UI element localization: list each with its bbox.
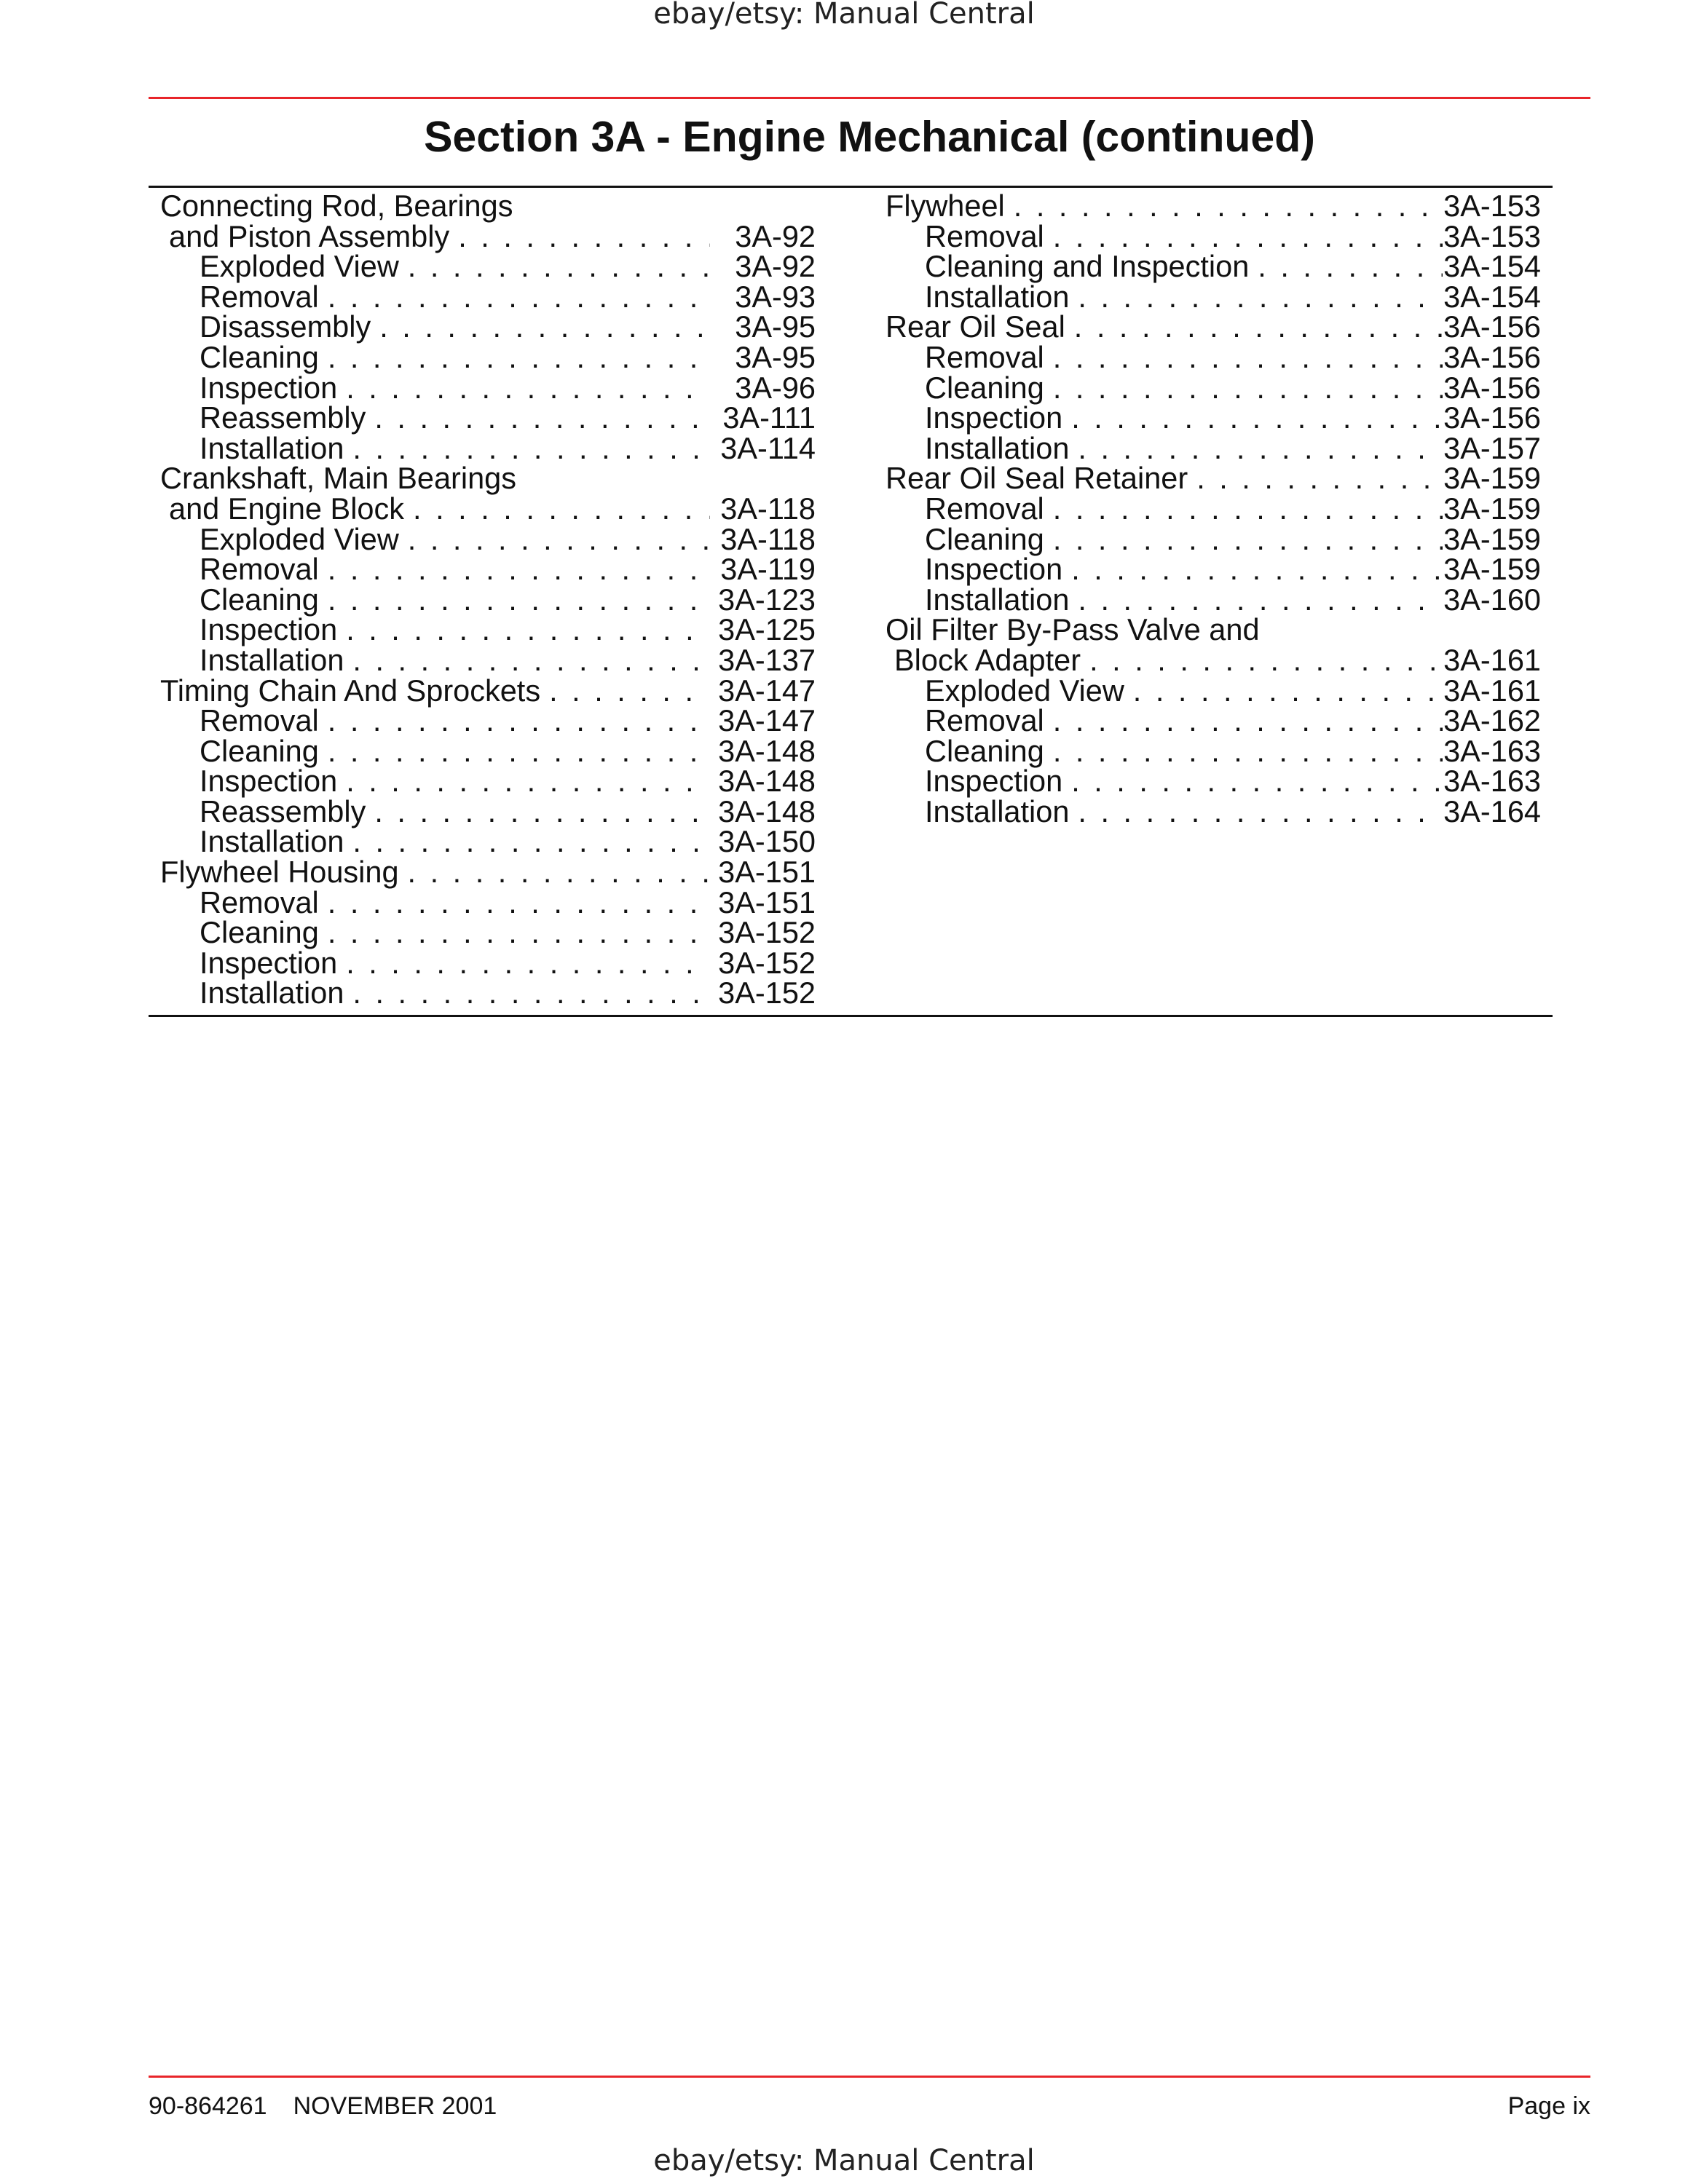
toc-entry[interactable] — [886, 251, 1541, 282]
toc-entry-title: Timing Chain And Sprockets — [160, 673, 541, 708]
toc-entry-title: Inspection — [200, 945, 338, 980]
toc-entry-page: 3A-95 — [735, 339, 816, 374]
toc-dot-leader — [1069, 796, 1443, 827]
toc-dot-leader — [1044, 494, 1443, 524]
toc-dot-leader — [1069, 282, 1443, 312]
toc-entry-page: 3A-156 — [1443, 309, 1541, 344]
toc-entry[interactable] — [160, 491, 816, 526]
toc-entry-page: 3A-92 — [735, 218, 816, 253]
toc-entry-page: 3A-148 — [718, 764, 816, 799]
toc-entry-title: Cleaning — [200, 915, 319, 950]
toc-dot-leader — [1062, 554, 1443, 585]
toc-entry-page: 3A-125 — [718, 612, 816, 647]
toc-entry[interactable] — [160, 370, 816, 405]
toc-entry-title: Removal — [200, 279, 319, 314]
toc-entry[interactable] — [886, 430, 1541, 465]
watermark-top: ebay/etsy: Manual Central — [653, 0, 1035, 31]
toc-entry-title: Flywheel Housing — [160, 855, 399, 890]
toc-entry[interactable] — [886, 491, 1541, 526]
toc-entry-title: Inspection — [925, 552, 1063, 587]
toc-entry[interactable] — [160, 400, 816, 435]
toc-entry[interactable] — [886, 582, 1541, 617]
toc-entry-page: 3A-159 — [1443, 521, 1541, 556]
toc-entry-title: Removal — [925, 703, 1044, 738]
toc-entry[interactable] — [160, 463, 816, 494]
toc-entry[interactable] — [160, 430, 816, 465]
toc-entry[interactable] — [886, 642, 1541, 677]
toc-entry-page: 3A-159 — [1443, 491, 1541, 526]
toc-entry-title: Installation — [200, 824, 344, 859]
toc-entry-page: 3A-159 — [1443, 461, 1541, 496]
toc-entry[interactable] — [160, 251, 816, 282]
toc-entry-page: 3A-160 — [1443, 582, 1541, 617]
toc-dot-leader — [319, 282, 710, 312]
toc-dot-leader — [344, 433, 710, 464]
toc-dot-leader — [337, 614, 710, 645]
toc-entry-page: 3A-137 — [718, 642, 816, 677]
toc-entry[interactable] — [160, 673, 816, 708]
toc-entry-title: Rear Oil Seal — [886, 309, 1065, 344]
toc-entry[interactable] — [886, 339, 1541, 374]
toc-entry-page: 3A-111 — [722, 400, 816, 435]
toc-entry-title: Exploded View — [200, 521, 399, 556]
toc-entry[interactable] — [886, 733, 1541, 768]
toc-entry[interactable] — [160, 705, 816, 736]
toc-entry-title: Installation — [200, 430, 344, 465]
toc-dot-leader — [404, 494, 710, 524]
toc-entry-title: Inspection — [200, 370, 338, 405]
toc-entry-page: 3A-159 — [1443, 552, 1541, 587]
toc-entry[interactable] — [160, 764, 816, 799]
toc-entry[interactable] — [886, 463, 1541, 494]
toc-entry[interactable] — [160, 339, 816, 374]
toc-entry-title: and Piston Assembly — [169, 218, 450, 253]
toc-entry-title: Inspection — [200, 764, 338, 799]
toc-entry-page: 3A-152 — [718, 976, 816, 1010]
toc-entry-title: Reassembly — [200, 794, 366, 828]
toc-dot-leader — [449, 221, 710, 252]
toc-entry-title: Inspection — [925, 400, 1063, 435]
section-title: Section 3A - Engine Mechanical (continued) — [424, 113, 1315, 161]
toc-entry-title: Cleaning — [200, 582, 319, 617]
toc-entry-title: Installation — [200, 642, 344, 677]
toc-entry-page: 3A-164 — [1443, 794, 1541, 828]
toc-dot-leader — [1081, 645, 1443, 676]
toc-right-column — [886, 191, 1541, 826]
toc-entry-page: 3A-118 — [720, 521, 816, 556]
toc-dot-leader — [344, 978, 710, 1008]
toc-entry[interactable] — [886, 191, 1541, 221]
toc-entry-title: Block Adapter — [894, 642, 1081, 677]
footer-date: NOVEMBER 2001 — [293, 2092, 497, 2120]
toc-entry-title: Cleaning — [925, 733, 1044, 768]
toc-entry-page: 3A-161 — [1443, 673, 1541, 708]
toc-entry[interactable] — [886, 673, 1541, 708]
toc-dot-leader — [319, 736, 710, 767]
toc-dot-leader — [337, 948, 710, 978]
toc-dot-leader — [319, 342, 710, 373]
toc-entry-title: Oil Filter By-Pass Valve and — [886, 612, 1260, 647]
toc-entry-title: Rear Oil Seal Retainer — [886, 461, 1188, 496]
toc-entry[interactable] — [886, 614, 1541, 645]
toc-dot-leader — [319, 705, 710, 736]
toc-dot-leader — [1044, 373, 1443, 403]
toc-entry-title: Disassembly — [200, 309, 371, 344]
toc-entry-page: 3A-95 — [735, 309, 816, 344]
toc-dot-leader — [1065, 312, 1443, 342]
toc-entry-page: 3A-156 — [1443, 400, 1541, 435]
toc-entry-page: 3A-161 — [1443, 642, 1541, 677]
toc-entry[interactable] — [160, 554, 816, 585]
toc-entry[interactable] — [160, 279, 816, 314]
toc-entry-title: Cleaning — [925, 370, 1044, 405]
toc-entry-page: 3A-93 — [735, 279, 816, 314]
toc-dot-leader — [1188, 463, 1443, 494]
toc-entry-page: 3A-153 — [1443, 218, 1541, 253]
toc-entry-page: 3A-163 — [1443, 764, 1541, 799]
watermark-bottom: ebay/etsy: Manual Central — [653, 2144, 1035, 2177]
toc-entry-title: Exploded View — [925, 673, 1124, 708]
toc-entry-page: 3A-151 — [718, 855, 816, 890]
toc-entry-page: 3A-154 — [1443, 249, 1541, 284]
toc-entry-page: 3A-119 — [720, 552, 816, 587]
toc-bottom-rule — [149, 1015, 1553, 1017]
toc-dot-leader — [319, 585, 710, 615]
toc-dot-leader — [337, 373, 710, 403]
toc-entry[interactable] — [160, 733, 816, 768]
toc-entry-title: Inspection — [925, 764, 1063, 799]
toc-entry[interactable] — [160, 309, 816, 344]
toc-entry-page: 3A-157 — [1443, 430, 1541, 465]
toc-entry[interactable] — [886, 279, 1541, 314]
toc-dot-leader — [1249, 251, 1443, 282]
toc-entry-page: 3A-118 — [720, 491, 816, 526]
toc-entry-page: 3A-162 — [1443, 703, 1541, 738]
toc-entry-title: Installation — [925, 582, 1070, 617]
toc-top-rule — [149, 186, 1553, 188]
toc-entry[interactable] — [160, 642, 816, 677]
toc-entry-page: 3A-114 — [720, 430, 816, 465]
toc-entry-title: Removal — [925, 491, 1044, 526]
toc-dot-leader — [1044, 736, 1443, 767]
toc-dot-leader — [399, 251, 710, 282]
toc-entry-title: Inspection — [200, 612, 338, 647]
toc-entry-title: Crankshaft, Main Bearings — [160, 461, 517, 496]
toc-entry[interactable] — [160, 521, 816, 556]
toc-entry[interactable] — [160, 582, 816, 617]
toc-entry[interactable] — [886, 370, 1541, 405]
toc-dot-leader — [366, 796, 710, 827]
toc-dot-leader — [1069, 433, 1443, 464]
toc-dot-leader — [319, 917, 710, 948]
footer-page-label: Page ix — [1507, 2092, 1590, 2120]
toc-entry-page: 3A-92 — [735, 249, 816, 284]
toc-entry-title: Cleaning — [200, 339, 319, 374]
toc-entry-title: Flywheel — [886, 189, 1005, 223]
toc-dot-leader — [1044, 705, 1443, 736]
toc-entry-title: Installation — [925, 430, 1070, 465]
toc-entry-title: Removal — [925, 339, 1044, 374]
toc-dot-leader — [1044, 342, 1443, 373]
toc-entry-page: 3A-147 — [718, 673, 816, 708]
toc-entry[interactable] — [160, 796, 816, 827]
toc-entry-page: 3A-152 — [718, 915, 816, 950]
toc-entry[interactable] — [160, 191, 816, 221]
toc-dot-leader — [344, 826, 710, 857]
toc-entry-title: Installation — [200, 976, 344, 1010]
toc-entry-page: 3A-156 — [1443, 370, 1541, 405]
footer-part-number: 90-864261 — [149, 2092, 267, 2120]
toc-dot-leader — [319, 887, 710, 918]
footer-red-rule — [149, 2076, 1590, 2078]
toc-entry-page: 3A-147 — [718, 703, 816, 738]
toc-entry[interactable] — [160, 826, 816, 857]
toc-dot-leader — [1044, 221, 1443, 252]
toc-dot-leader — [337, 766, 710, 796]
footer-left — [149, 2092, 497, 2121]
toc-dot-leader — [344, 645, 710, 676]
toc-entry[interactable] — [160, 945, 816, 980]
toc-entry[interactable] — [160, 855, 816, 890]
toc-dot-leader — [319, 554, 710, 585]
toc-entry[interactable] — [160, 614, 816, 645]
toc-entry-title: Connecting Rod, Bearings — [160, 189, 513, 223]
toc-dot-leader — [1069, 585, 1443, 615]
toc-left-column — [160, 191, 816, 1008]
toc-dot-leader — [399, 524, 710, 555]
toc-dot-leader — [1124, 676, 1443, 706]
toc-entry-title: Cleaning and Inspection — [925, 249, 1250, 284]
toc-entry-page: 3A-156 — [1443, 339, 1541, 374]
toc-entry[interactable] — [886, 796, 1541, 827]
toc-entry[interactable] — [160, 887, 816, 918]
toc-dot-leader — [1062, 766, 1443, 796]
toc-entry-title: and Engine Block — [169, 491, 405, 526]
toc-entry-title: Removal — [925, 218, 1044, 253]
toc-entry-title: Exploded View — [200, 249, 399, 284]
toc-dot-leader — [371, 312, 710, 342]
toc-entry-title: Removal — [200, 552, 319, 587]
toc-entry-page: 3A-96 — [735, 370, 816, 405]
toc-entry-title: Cleaning — [200, 733, 319, 768]
header-red-rule — [149, 97, 1590, 99]
toc-entry[interactable] — [886, 554, 1541, 585]
toc-entry-title: Removal — [200, 703, 319, 738]
toc-dot-leader — [1062, 403, 1443, 433]
toc-entry-title: Installation — [925, 279, 1070, 314]
toc-entry-page: 3A-150 — [718, 824, 816, 859]
toc-entry-title: Reassembly — [200, 400, 366, 435]
toc-entry[interactable] — [160, 978, 816, 1008]
toc-entry[interactable] — [160, 218, 816, 253]
toc-entry-page: 3A-148 — [718, 733, 816, 768]
toc-entry[interactable] — [886, 309, 1541, 344]
toc-entry-page: 3A-151 — [718, 885, 816, 919]
toc-entry-title: Removal — [200, 885, 319, 919]
toc-entry-page: 3A-163 — [1443, 733, 1541, 768]
toc-entry-page: 3A-153 — [1443, 189, 1541, 223]
toc-entry-page: 3A-154 — [1443, 279, 1541, 314]
toc-entry[interactable] — [886, 218, 1541, 253]
toc-entry-page: 3A-152 — [718, 945, 816, 980]
toc-entry-title: Cleaning — [925, 521, 1044, 556]
toc-entry[interactable] — [160, 917, 816, 948]
toc-entry[interactable] — [886, 764, 1541, 799]
toc-entry-title: Installation — [925, 794, 1070, 828]
toc-entry-page: 3A-148 — [718, 794, 816, 828]
toc-dot-leader — [366, 403, 710, 433]
toc-entry[interactable] — [886, 521, 1541, 556]
toc-dot-leader — [1044, 524, 1443, 555]
toc-dot-leader — [540, 676, 710, 706]
toc-entry[interactable] — [886, 400, 1541, 435]
toc-dot-leader — [1005, 191, 1443, 221]
toc-entry-page: 3A-123 — [718, 582, 816, 617]
toc-dot-leader — [399, 857, 710, 887]
toc-entry[interactable] — [886, 705, 1541, 736]
